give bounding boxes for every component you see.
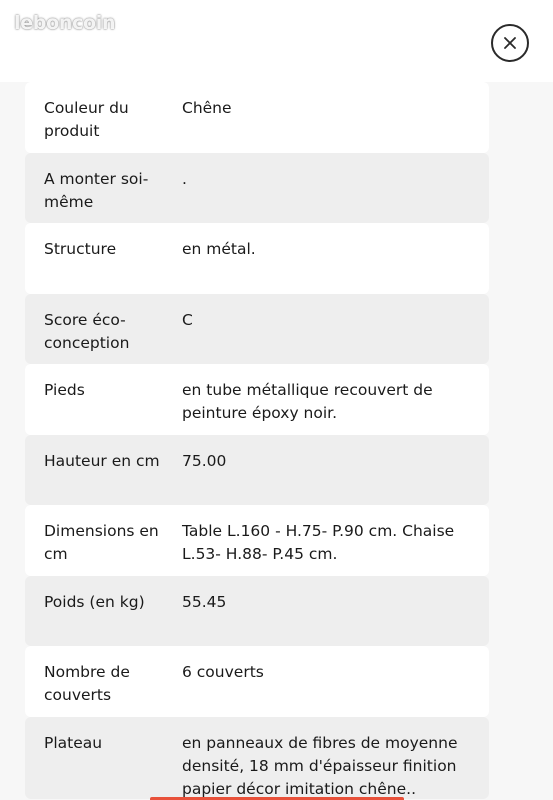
spec-row-pieds: [25, 364, 489, 435]
spec-value: Chêne: [182, 99, 232, 117]
spec-value: C: [182, 310, 193, 329]
spec-row-poids: [25, 576, 489, 647]
spec-label: Dimensions en cm: [44, 522, 159, 563]
spec-row-structure: [25, 223, 489, 294]
top-bar: [0, 0, 553, 82]
spec-label: Plateau: [44, 733, 103, 752]
spec-row-hauteur: [25, 435, 489, 506]
close-button[interactable]: [491, 24, 529, 62]
spec-sheet[interactable]: [0, 82, 553, 800]
spec-label: Hauteur en cm: [44, 451, 160, 470]
spec-value: Table L.160 - H.75- P.90 cm. Chaise L.53- H.88- P.45 cm.: [182, 522, 455, 563]
spec-table: [25, 82, 489, 799]
spec-value: 55.45: [182, 592, 227, 611]
spec-row-dimensions: [25, 505, 489, 576]
spec-row-a-monter: [25, 153, 489, 224]
spec-label: Pieds: [44, 381, 85, 399]
leboncoin-watermark: leboncoin: [14, 12, 116, 34]
close-icon: [503, 36, 517, 50]
spec-label: Structure: [44, 240, 117, 258]
spec-value: .: [182, 169, 187, 188]
spec-value: 75.00: [182, 451, 227, 470]
spec-row-couverts: [25, 646, 489, 717]
spec-row-couleur: [25, 82, 489, 153]
spec-value: en panneaux de fibres de moyenne densité, 18 mm d'épaisseur finition papier décor imitation chêne..: [182, 733, 458, 798]
spec-label: Couleur du produit: [44, 99, 129, 140]
spec-value: en métal.: [182, 240, 256, 258]
spec-row-plateau: [25, 717, 489, 799]
spec-value: 6 couverts: [182, 663, 264, 681]
spec-label: Score éco-conception: [44, 310, 130, 352]
spec-label: Nombre de couverts: [44, 663, 130, 704]
spec-row-score: [25, 294, 489, 365]
spec-label: Poids (en kg): [44, 592, 145, 611]
spec-value: en tube métallique recouvert de peinture époxy noir.: [182, 381, 433, 422]
spec-label: A monter soi-même: [44, 169, 149, 211]
